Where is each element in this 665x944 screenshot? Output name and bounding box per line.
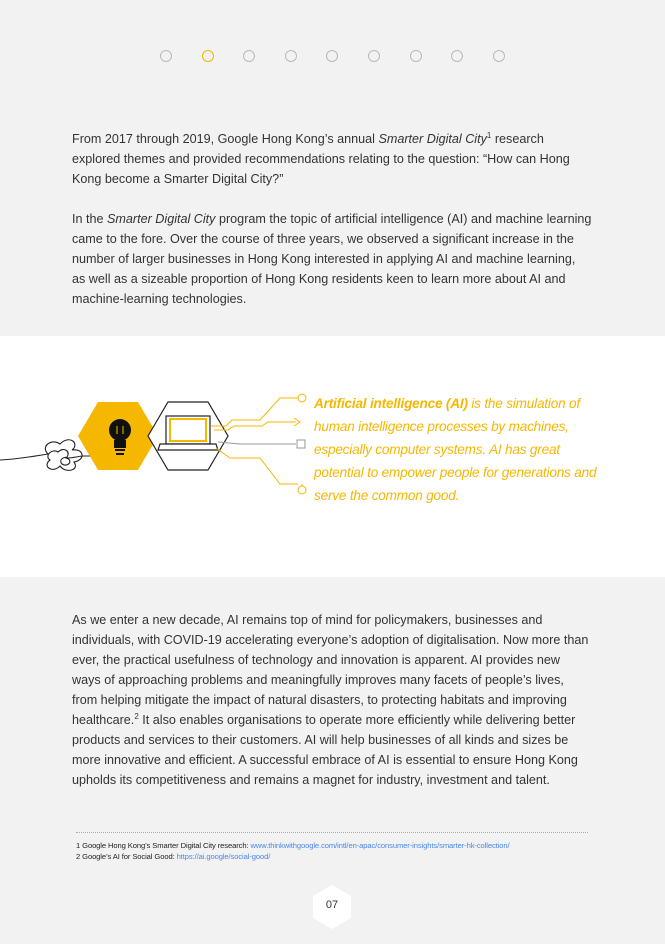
pagination-dot-8[interactable] (451, 50, 463, 62)
feature-band (0, 336, 665, 577)
intro-paragraph-2: In the Smarter Digital City program the topic of artificial intelligence (AI) and machine learning came to the fore. Over the course of three years, we observed a significant increase in the number of larger businesses in Hong Kong interested in applying AI and machine learning, as well as a sizeable proportion of Hong Kong residents keen to learn more about AI and machine-learning technologies. (72, 212, 592, 306)
pagination-dot-4[interactable] (285, 50, 297, 62)
body-paragraph: As we enter a new decade, AI remains top of mind for policymakers, businesses and individuals, with COVID-19 accelerating everyone’s adoption of digitalisation. Now more than ever, the practical usefulness of technology and innovation is apparent. AI provides new ways of approaching problems and meaningfully improves many facets of people’s lives, from helping mitigate the impact of natural disasters, to protecting habitats and improving healthcare.$^2$ It also enables organisations to operate more efficiently while delivering better products and services to their customers. AI will help businesses of all kinds and sizes be more innovative and efficient. A successful embrace of AI is essential to ensure Hong Kong upholds its competitiveness and remains a magnet for industry, investment and talent. (72, 613, 589, 787)
ai-illustration (0, 386, 310, 496)
footnote-1: 1 Google Hong Kong’s Smarter Digital City research: www.thinkwithgoogle.com/intl/en-apac/consumer-insights/smarter-hk-collection/ (76, 841, 510, 850)
ai-definition-quote: Artificial intelligence (AI) is the simulation of human intelligence processes by machines, especially computer systems. AI has great potential to empower people for generations and serve the common good. (314, 396, 597, 503)
pagination-dot-5[interactable] (326, 50, 338, 62)
footnotes (76, 840, 636, 862)
footnote-divider (76, 832, 588, 833)
footnote-2-link[interactable]: https://ai.google/social-good/ (176, 852, 271, 861)
intro-paragraph-1: From 2017 through 2019, Google Hong Kong’s annual Smarter Digital City$^1$ research explored themes and provided recommendations relating to the question: “How can Hong Kong become a Smarter Digital City?” (72, 131, 570, 186)
pagination-dot-7[interactable] (410, 50, 422, 62)
pagination-dot-1[interactable] (160, 50, 172, 62)
page-number: 07 (325, 899, 339, 911)
pagination-dot-6[interactable] (368, 50, 380, 62)
pagination-dot-9[interactable] (493, 50, 505, 62)
laptop-icon (158, 416, 218, 450)
pagination-dots (160, 50, 505, 64)
pagination-dot-2[interactable] (202, 50, 214, 62)
page-number-badge (311, 884, 353, 930)
pagination-dot-3[interactable] (243, 50, 255, 62)
footnote-1-link[interactable]: www.thinkwithgoogle.com/intl/en-apac/consumer-insights/smarter-hk-collection/ (250, 841, 510, 850)
footnote-2: 2 Google’s AI for Social Good: https://ai.google/social-good/ (76, 852, 271, 861)
connector-lines (211, 394, 306, 494)
